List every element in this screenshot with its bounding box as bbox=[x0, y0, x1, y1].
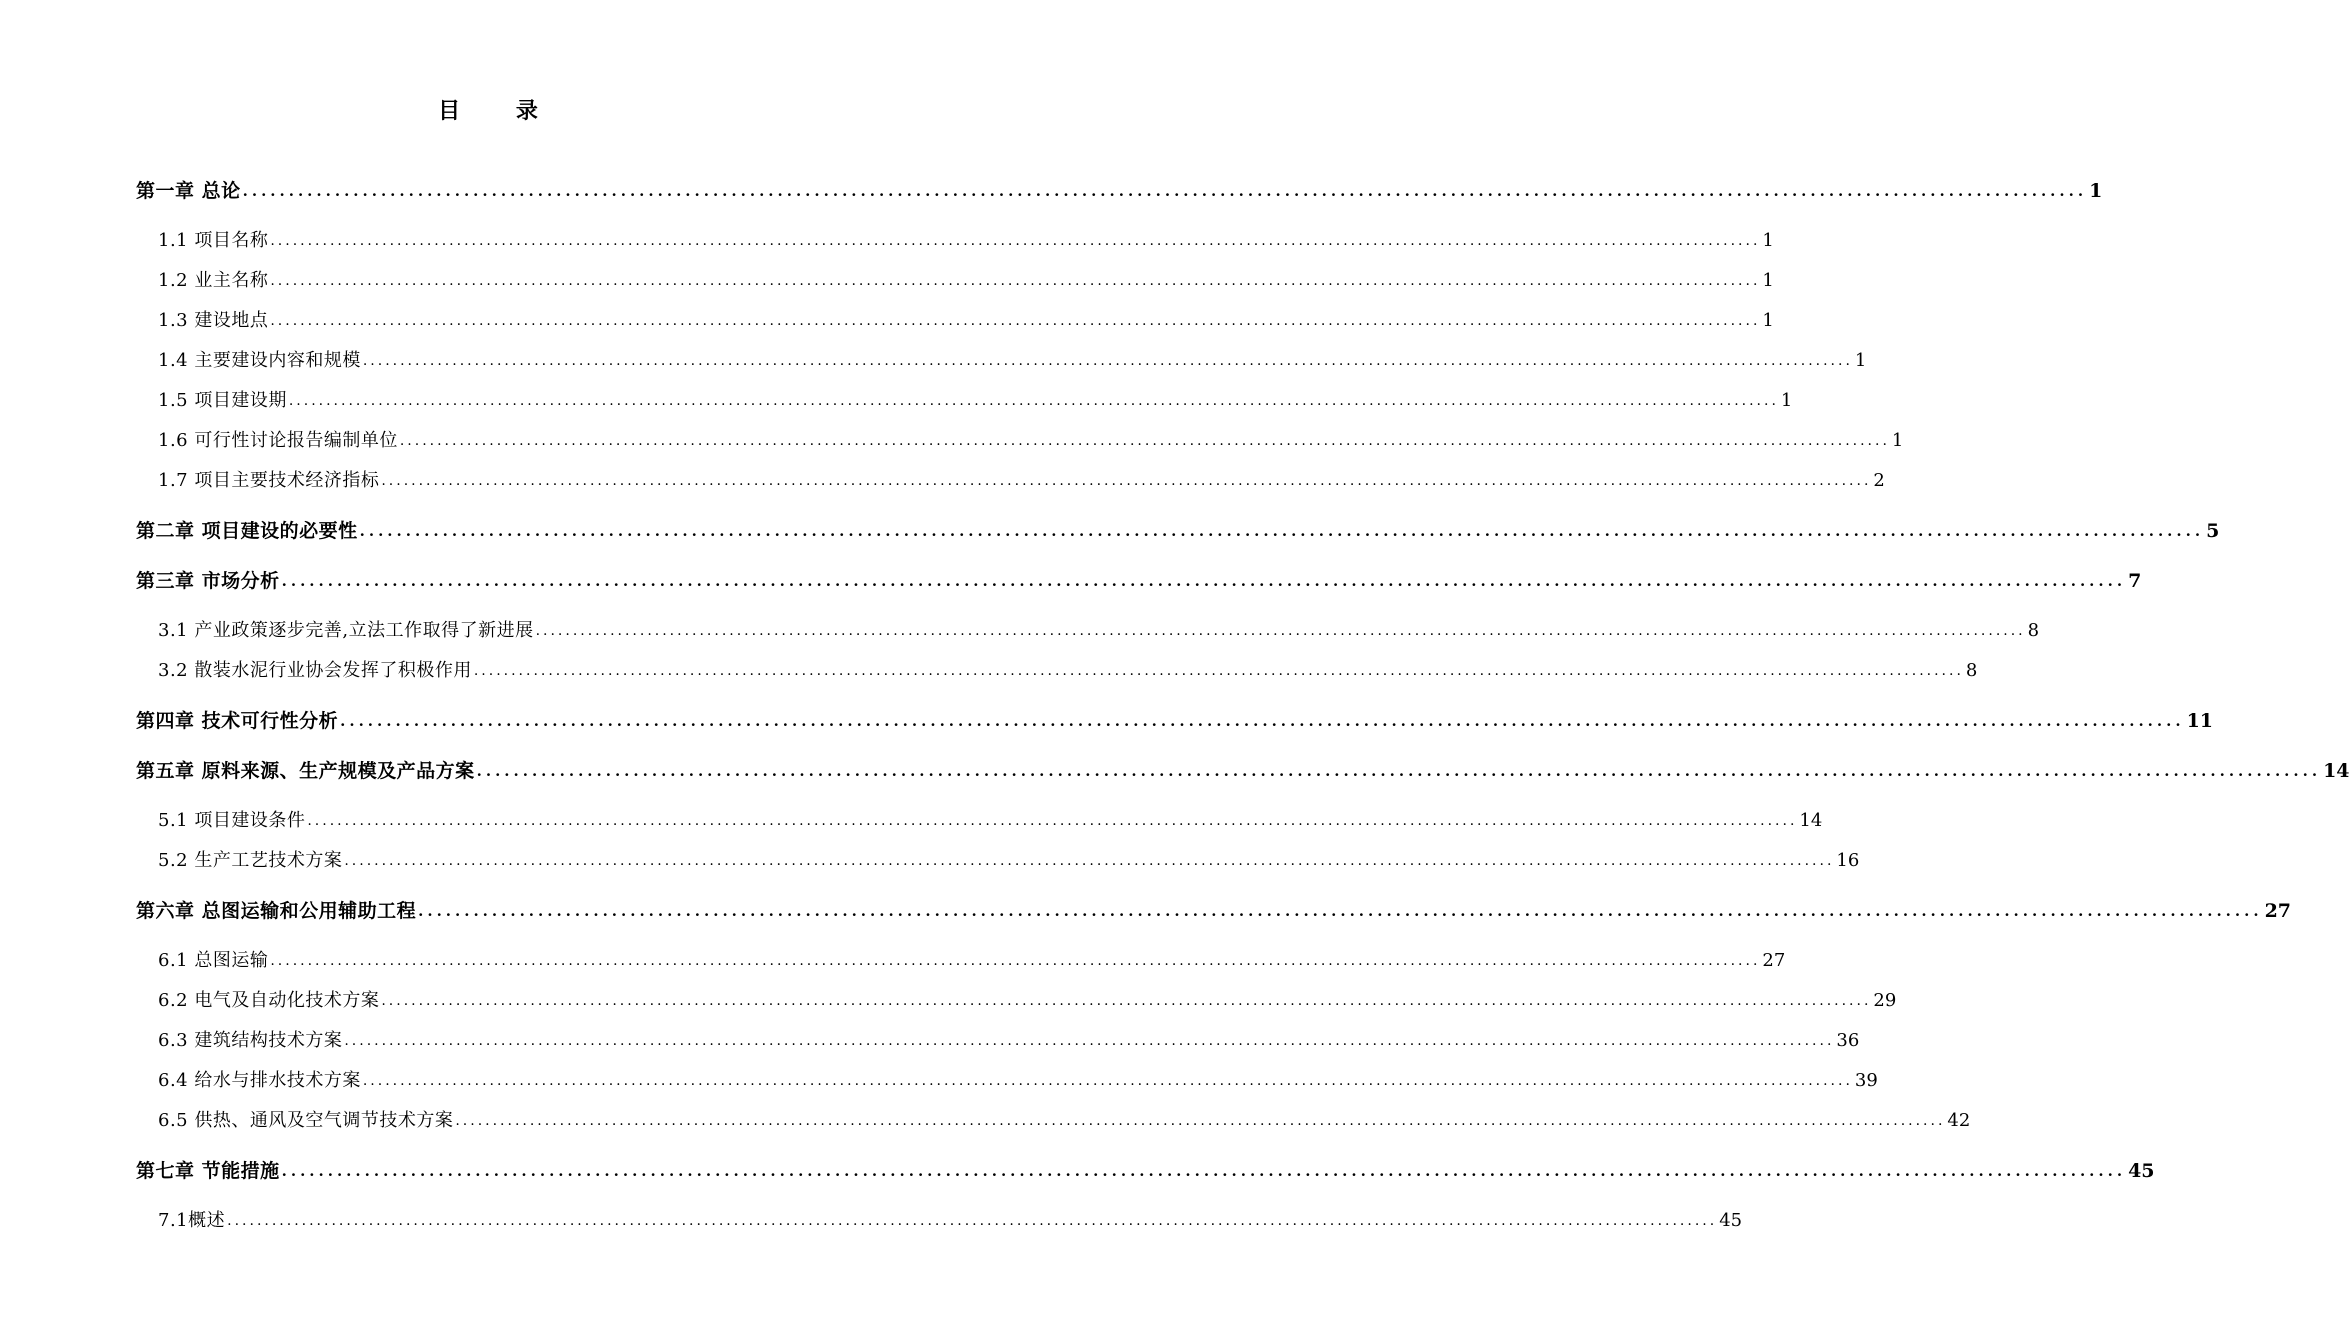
toc-chapter-6[interactable] bbox=[136, 896, 2292, 926]
toc-entry-page: 7 bbox=[2128, 570, 2142, 592]
toc-section-6-2[interactable] bbox=[158, 986, 1897, 1016]
dot-leader: ........................................................................................................................................................................................................ bbox=[399, 433, 1890, 449]
toc-section-1-6[interactable] bbox=[158, 426, 1904, 456]
dot-leader: ........................................................................................................................................................................................................ bbox=[359, 522, 2205, 540]
dot-leader: ........................................................................................................................................................................................................ bbox=[227, 1213, 1718, 1229]
dot-leader: ........................................................................................................................................................................................................ bbox=[270, 313, 1761, 329]
toc-entry-page: 1 bbox=[1762, 230, 1774, 251]
toc-entry-page: 14 bbox=[1799, 810, 1823, 831]
toc-section-1-3[interactable] bbox=[158, 306, 1774, 336]
dot-leader: ........................................................................................................................................................................................................ bbox=[344, 853, 1835, 869]
toc-entry-page: 1 bbox=[1891, 430, 1904, 451]
toc-entry-page: 1 bbox=[1780, 390, 1793, 411]
toc-section-1-5[interactable] bbox=[158, 386, 1793, 416]
toc-entry-label: 5.1 项目建设条件 bbox=[158, 810, 306, 831]
dot-leader: ........................................................................................................................................................................................................ bbox=[455, 1113, 1946, 1129]
toc-entry-label: 6.1 总图运输 bbox=[158, 950, 269, 971]
dot-leader: ........................................................................................................................................................................................................ bbox=[270, 953, 1761, 969]
dot-leader: ........................................................................................................................................................................................................ bbox=[288, 393, 1779, 409]
toc-entry-label: 3.2 散装水泥行业协会发挥了积极作用 bbox=[158, 660, 472, 681]
toc-chapter-3[interactable] bbox=[136, 566, 2142, 596]
dot-leader: ........................................................................................................................................................................................................ bbox=[340, 712, 2185, 730]
toc-entry-page: 42 bbox=[1947, 1110, 1971, 1131]
dot-leader: ........................................................................................................................................................................................................ bbox=[381, 473, 1872, 489]
dot-leader: ........................................................................................................................................................................................................ bbox=[344, 1033, 1835, 1049]
toc-entry-page: 1 bbox=[1762, 310, 1774, 331]
toc-entry-label: 第五章 原料来源、生产规模及产品方案 bbox=[136, 760, 475, 782]
toc-entry-page: 27 bbox=[2264, 900, 2292, 922]
toc-section-1-1[interactable] bbox=[158, 226, 1774, 256]
dot-leader: ........................................................................................................................................................................................................ bbox=[418, 902, 2263, 920]
toc-entry-page: 27 bbox=[1762, 950, 1786, 971]
toc-entry-page: 14 bbox=[2323, 760, 2350, 782]
toc-chapter-2[interactable] bbox=[136, 516, 2220, 546]
dot-leader: ........................................................................................................................................................................................................ bbox=[473, 663, 1964, 679]
dot-leader: ........................................................................................................................................................................................................ bbox=[307, 813, 1798, 829]
dot-leader: ........................................................................................................................................................................................................ bbox=[362, 1073, 1853, 1089]
toc-entry-page: 36 bbox=[1836, 1030, 1860, 1051]
toc-entry-label: 第二章 项目建设的必要性 bbox=[136, 520, 358, 542]
toc-entry-page: 16 bbox=[1836, 850, 1860, 871]
toc-chapter-7[interactable] bbox=[136, 1156, 2155, 1186]
toc-entry-label: 1.1 项目名称 bbox=[158, 230, 269, 251]
toc-chapter-1[interactable] bbox=[136, 176, 2103, 206]
toc-entry-page: 45 bbox=[1719, 1210, 1743, 1231]
toc-entry-label: 1.6 可行性讨论报告编制单位 bbox=[158, 430, 398, 451]
toc-entry-label: 1.2 业主名称 bbox=[158, 270, 269, 291]
toc-entry-page: 1 bbox=[2089, 180, 2103, 202]
dot-leader: ........................................................................................................................................................................................................ bbox=[270, 233, 1761, 249]
toc-entry-label: 5.2 生产工艺技术方案 bbox=[158, 850, 343, 871]
toc-entry-page: 1 bbox=[1854, 350, 1867, 371]
toc-entry-label: 3.1 产业政策逐步完善,立法工作取得了新进展 bbox=[158, 620, 534, 641]
toc-section-1-7[interactable] bbox=[158, 466, 1885, 496]
toc-chapter-5[interactable] bbox=[136, 756, 2350, 786]
dot-leader: ........................................................................................................................................................................................................ bbox=[476, 762, 2322, 780]
toc-entry-page: 29 bbox=[1873, 990, 1897, 1011]
toc-entry-page: 11 bbox=[2186, 710, 2214, 732]
toc-section-6-5[interactable] bbox=[158, 1106, 1971, 1136]
toc-section-6-4[interactable] bbox=[158, 1066, 1878, 1096]
toc-section-1-4[interactable] bbox=[158, 346, 1867, 376]
toc-entry-label: 6.5 供热、通风及空气调节技术方案 bbox=[158, 1110, 454, 1131]
toc-section-6-1[interactable] bbox=[158, 946, 1786, 976]
toc-section-7-1[interactable] bbox=[158, 1206, 1743, 1236]
toc-entry-label: 1.5 项目建设期 bbox=[158, 390, 287, 411]
toc-entry-label: 7.1概述 bbox=[158, 1210, 226, 1231]
toc-entry-page: 8 bbox=[1965, 660, 1978, 681]
dot-leader: ........................................................................................................................................................................................................ bbox=[270, 273, 1761, 289]
toc-section-5-1[interactable] bbox=[158, 806, 1823, 836]
toc-entry-label: 6.4 给水与排水技术方案 bbox=[158, 1070, 361, 1091]
toc-entry-page: 45 bbox=[2128, 1160, 2155, 1182]
dot-leader: ........................................................................................................................................................................................................ bbox=[535, 623, 2026, 639]
toc-entry-label: 6.2 电气及自动化技术方案 bbox=[158, 990, 380, 1011]
toc-section-1-2[interactable] bbox=[158, 266, 1774, 296]
toc-entry-label: 1.3 建设地点 bbox=[158, 310, 269, 331]
toc-entry-label: 第三章 市场分析 bbox=[136, 570, 280, 592]
dot-leader: ........................................................................................................................................................................................................ bbox=[362, 353, 1853, 369]
dot-leader: ........................................................................................................................................................................................................ bbox=[281, 572, 2127, 590]
toc-section-6-3[interactable] bbox=[158, 1026, 1860, 1056]
toc-entry-page: 39 bbox=[1854, 1070, 1878, 1091]
toc-section-3-2[interactable] bbox=[158, 656, 1978, 686]
toc-entry-page: 8 bbox=[2027, 620, 2040, 641]
dot-leader: ........................................................................................................................................................................................................ bbox=[242, 182, 2088, 200]
toc-entry-page: 1 bbox=[1762, 270, 1774, 291]
toc-entry-label: 第六章 总图运输和公用辅助工程 bbox=[136, 900, 417, 922]
toc-entry-page: 2 bbox=[1873, 470, 1885, 491]
toc-entry-label: 1.4 主要建设内容和规模 bbox=[158, 350, 361, 371]
toc-entry-label: 第七章 节能措施 bbox=[136, 1160, 280, 1182]
toc-chapter-4[interactable] bbox=[136, 706, 2214, 736]
toc-entry-label: 6.3 建筑结构技术方案 bbox=[158, 1030, 343, 1051]
toc-entry-page: 5 bbox=[2206, 520, 2220, 542]
page-title: 目 录 bbox=[438, 98, 562, 124]
toc-entry-label: 第一章 总论 bbox=[136, 180, 241, 202]
toc-entry-label: 1.7 项目主要技术经济指标 bbox=[158, 470, 380, 491]
toc-section-3-1[interactable] bbox=[158, 616, 2040, 646]
toc-section-5-2[interactable] bbox=[158, 846, 1860, 876]
dot-leader: ........................................................................................................................................................................................................ bbox=[281, 1162, 2127, 1180]
dot-leader: ........................................................................................................................................................................................................ bbox=[381, 993, 1872, 1009]
toc-entry-label: 第四章 技术可行性分析 bbox=[136, 710, 339, 732]
